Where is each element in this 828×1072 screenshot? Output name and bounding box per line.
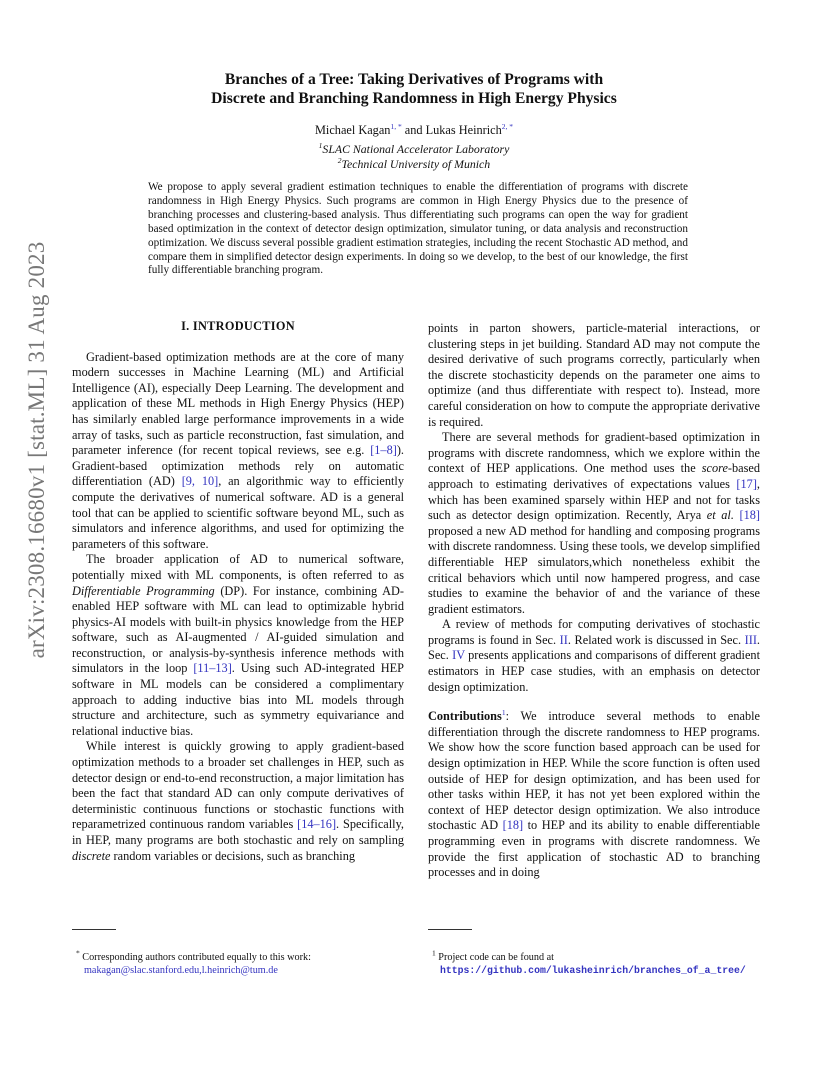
author-list bbox=[0, 123, 828, 138]
right-column bbox=[428, 321, 760, 881]
paragraph: A review of methods for computing derivatives of stochastic programs is found in Sec. II. Related work is discussed in Sec. III. Sec. IV presents applications and comparisons of different gradient estimators in HEP case studies, with an emphasis on detector design optimization. bbox=[428, 617, 761, 694]
affiliation bbox=[0, 157, 828, 172]
footnote-text: Project code can be found at bbox=[438, 952, 554, 963]
footnote-text: Corresponding authors contributed equally to this work: bbox=[82, 952, 311, 963]
section-link[interactable]: III bbox=[744, 632, 757, 647]
paragraph: Contributions$^1$: We introduce several methods to enable differentiation through the discrete randomness to HEP programs. We show how the score function based approach can be used for design optimization in HEP. While the score function is often used outside of HEP for design optimization, and has been used for other tasks within HEP, it has not yet been explored within the context of HEP detector design optimization. We also introduce stochastic AD [18] to HEP and its ability to enable differentiable programming even in programs with discrete randomness. We provide the first application of stochastic AD to branching processes and in doing bbox=[428, 708, 760, 880]
affiliation-number: 2 bbox=[337, 156, 342, 166]
citation-link[interactable]: [14–16] bbox=[297, 817, 337, 832]
citation-link[interactable]: [18] bbox=[739, 508, 761, 523]
footnote-rule bbox=[72, 929, 116, 930]
title-line-2: Discrete and Branching Randomness in High Energy Physics bbox=[211, 90, 617, 107]
affiliation-name: Technical University of Munich bbox=[341, 157, 491, 171]
citation-link[interactable]: [11–13] bbox=[193, 661, 232, 676]
section-link[interactable]: II bbox=[559, 632, 568, 647]
affiliation-name: SLAC National Accelerator Laboratory bbox=[322, 142, 510, 156]
footnote-mark[interactable]: 1 bbox=[501, 708, 506, 718]
paragraph: The broader application of AD to numerical software, potentially mixed with ML components, is often referred to as Differentiable Programming (DP). For instance, combining AD-enabled HEP software with ML can lead to optimizable hybrid physics-AI models with built-in physics knowledge from the HEP software, such as AI-augmented / AI-guided simulation and reconstruction, or analysis-by-synthesis inference methods with simulators in the loop [11–13]. Using such AD-integrated HEP software in ML models can be considered a complimentary approach to adding inductive bias into ML models through structure and architecture, such as symmetry equivariance and relational inductive bias. bbox=[72, 552, 404, 738]
affiliation bbox=[0, 142, 828, 157]
affiliations bbox=[0, 142, 828, 172]
section-heading: I. INTRODUCTION bbox=[181, 319, 295, 333]
paragraph: There are several methods for gradient-based optimization in programs with discrete randomness, which we explore within the context of HEP applications. One method uses the score-based approach to estimating derivatives of expectations values [17], which has been examined sparsely within HEP and not for tasks such as detector design optimization. Recently, Arya et al. [18] proposed a new AD method for handling and composing programs with discrete randomness. Using these tools, we develop simplified differentiable HEP simulators,which nonetheless exhibit the critical behaviors which until now hampered progress, and case studies to examine the behavior of and the variance of these gradient estimators. bbox=[428, 430, 761, 616]
email-link[interactable]: makagan@slac.stanford.edu,l.heinrich@tum.de bbox=[84, 965, 278, 976]
footnote-project-code bbox=[428, 948, 768, 977]
author-name: Michael Kagan bbox=[314, 123, 391, 137]
author-name: Lukas Heinrich bbox=[425, 123, 502, 137]
paragraph: Gradient-based optimization methods are at the core of many modern successes in Machine Learning (ML) and Artificial Intelligence (AI), especially Deep Learning. The development and application of these ML methods in High Energy Physics (HEP) has similarly enabled large performance improvements in a wide array of tasks, such as particle reconstruction, fast simulation, and parameter inference (for recent topical reviews, see e.g. [1–8]). Gradient-based optimization methods rely on automatic differentiation (AD) [9, 10], an algorithmic way to efficiently compute the derivatives of numerical software. AD is a general tool that can be applied to scientific software beyond ML, such as simulators and inference algorithms, and used for optimizing the parameters of this software. bbox=[72, 349, 404, 551]
author-affiliation-mark[interactable]: 2, * bbox=[501, 121, 514, 131]
footnote-corresponding bbox=[72, 948, 412, 977]
project-url-link[interactable]: https://github.com/lukasheinrich/branches_of_a_tree/ bbox=[440, 965, 746, 976]
left-column bbox=[72, 319, 404, 864]
paragraph: points in parton showers, particle-material interactions, or clustering steps in jet building. Standard AD may not compute the desired derivative of such programs correctly, particularly when the discrete stochasticity depends on the parameter one aims to optimize (and thus differentiate with respect to). Instead, more careful consideration on how to compute the appropriate derivative is required. bbox=[428, 321, 760, 429]
citation-link[interactable]: [1–8] bbox=[370, 443, 397, 458]
affiliation-number: 1 bbox=[318, 141, 323, 151]
footnote-mark: 1 bbox=[432, 948, 436, 958]
citation-link[interactable]: [9, 10] bbox=[181, 474, 219, 489]
footnote-mark: * bbox=[76, 948, 80, 958]
paragraph: While interest is quickly growing to apply gradient-based optimization methods to a broader set challenges in HEP, such as detector design or end-to-end reconstruction, a major limitation has been the fact that standard AD can only compute derivatives of deterministic continuous functions or stochastic functions with reparametrized continuous random variables [14–16]. Specifically, in HEP, many programs are both stochastic and rely on sampling discrete random variables or decisions, such as branching bbox=[72, 739, 404, 863]
abstract: We propose to apply several gradient estimation techniques to enable the differentiation of programs with discrete randomness in High Energy Physics. Such programs are common in High Energy Physics due to the presence of branching processes and clustering-based analysis. Thus differentiating such programs can open the way for gradient based optimization in the context of detector design optimization, simulator tuning, or data analysis and reconstruction optimization. We discuss several possible gradient estimation strategies, including the recent Stochastic AD method, and compare them in simplified detector design experiments. In doing so we develop, to the best of our knowledge, the first fully differentiable branching program. bbox=[148, 181, 688, 277]
author-affiliation-mark[interactable]: 1, * bbox=[390, 121, 402, 131]
citation-link[interactable]: [17] bbox=[736, 476, 757, 491]
section-link[interactable]: IV bbox=[452, 648, 465, 663]
paper-title bbox=[0, 70, 828, 108]
citation-link[interactable]: [18] bbox=[502, 818, 524, 833]
title-line-1: Branches of a Tree: Taking Derivatives of Programs with bbox=[224, 71, 604, 88]
arxiv-identifier: arXiv:2308.16680v1 [stat.ML] 31 Aug 2023 bbox=[24, 241, 49, 659]
author-separator: and bbox=[401, 123, 426, 137]
footnote-rule bbox=[428, 929, 472, 930]
